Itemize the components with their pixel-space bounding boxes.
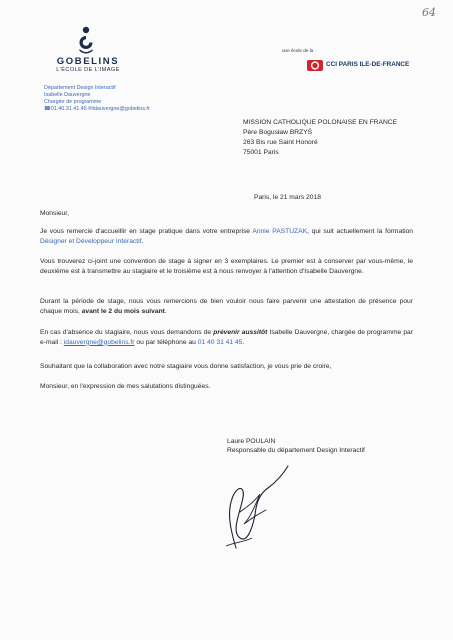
deadline-emphasis: avant le 2 du mois suivant — [81, 307, 165, 315]
signatory-name: Laure POULAIN — [227, 438, 276, 445]
recipient-street: 263 Bis rue Saint Honoré — [243, 139, 318, 146]
page-number: 64 — [422, 6, 436, 19]
recipient-city: 75001 Paris — [243, 149, 279, 156]
logo-name: GOBELINS — [56, 56, 120, 67]
partner-name: CCI PARIS ILE-DE-FRANCE — [326, 61, 410, 68]
gobelins-logo-icon — [76, 26, 96, 54]
letter-date: Paris, le 21 mars 2018 — [254, 194, 321, 201]
contact-email-link[interactable]: idauvergne@gobelins.fr — [63, 338, 135, 346]
cci-logo-icon — [307, 60, 323, 71]
sender-department: Département Design Interactif — [44, 85, 116, 91]
recipient-person: Père Bogusław BRZYŚ — [243, 129, 313, 136]
partner-tagline: une école de la — [282, 48, 314, 53]
paragraph-convention: Vous trouverez ci-joint une convention de stage à signer en 3 exemplaires. Le premier est à conserver par vous-même, le deuxième est à transmettre au stagiaire et le troisième est à nous renvoyer à l'attention d'Isabelle Dauvergne. — [40, 258, 413, 275]
program-name: Désigner et Développeur Interactif — [40, 237, 142, 245]
signatory-title: Responsable du département Design Interactif — [227, 447, 365, 454]
paragraph-salutation: Monsieur, en l'expression de mes salutations distinguées. — [40, 383, 211, 390]
contact-phone: 01 40 31 41 45 — [197, 338, 243, 346]
sender-phone-email: ☎01.40.31.41.45 ✉idauvergne@gobelins.fr — [44, 106, 150, 113]
handwritten-signature — [196, 458, 296, 558]
recipient-organization: MISSION CATHOLIQUE POLONAISE EN FRANCE — [243, 119, 398, 126]
paragraph-attendance: Durant la période de stage, nous vous remercions de bien vouloir nous faire parvenir une attestation de présence pour chaque mois, avant le 2 du mois suivant. — [40, 298, 413, 315]
paragraph-absence: En cas d'absence du stagiaire, nous vous demandons de prévenir aussitôt Isabelle Dauvergne, chargée de programme par e-mail : idauvergne@gobelins.fr ou par téléphone au 01 40 31 41 45. — [40, 329, 413, 346]
logo-tagline: L'ÉCOLE DE L'IMAGE — [56, 67, 120, 73]
notify-emphasis: prévenir aussitôt — [213, 329, 268, 336]
sender-contact-role: Chargée de programme — [44, 99, 102, 106]
paragraph-closing: Souhaitant que la collaboration avec notre stagiaire vous donne satisfaction, je vous prie de croire, — [40, 363, 332, 370]
sender-contact-name: Isabelle Dauvergne — [44, 92, 91, 99]
greeting: Monsieur, — [40, 210, 69, 217]
student-name: Annie PASTUZAK — [252, 228, 308, 235]
recipient-address — [243, 118, 397, 158]
sender-block — [44, 85, 150, 113]
paragraph-intro: Je vous remercie d'accueillir en stage pratique dans votre entreprise Annie PASTUZAK, qui suit actuellement la formation Désigner et Développeur Interactif. — [40, 228, 414, 245]
